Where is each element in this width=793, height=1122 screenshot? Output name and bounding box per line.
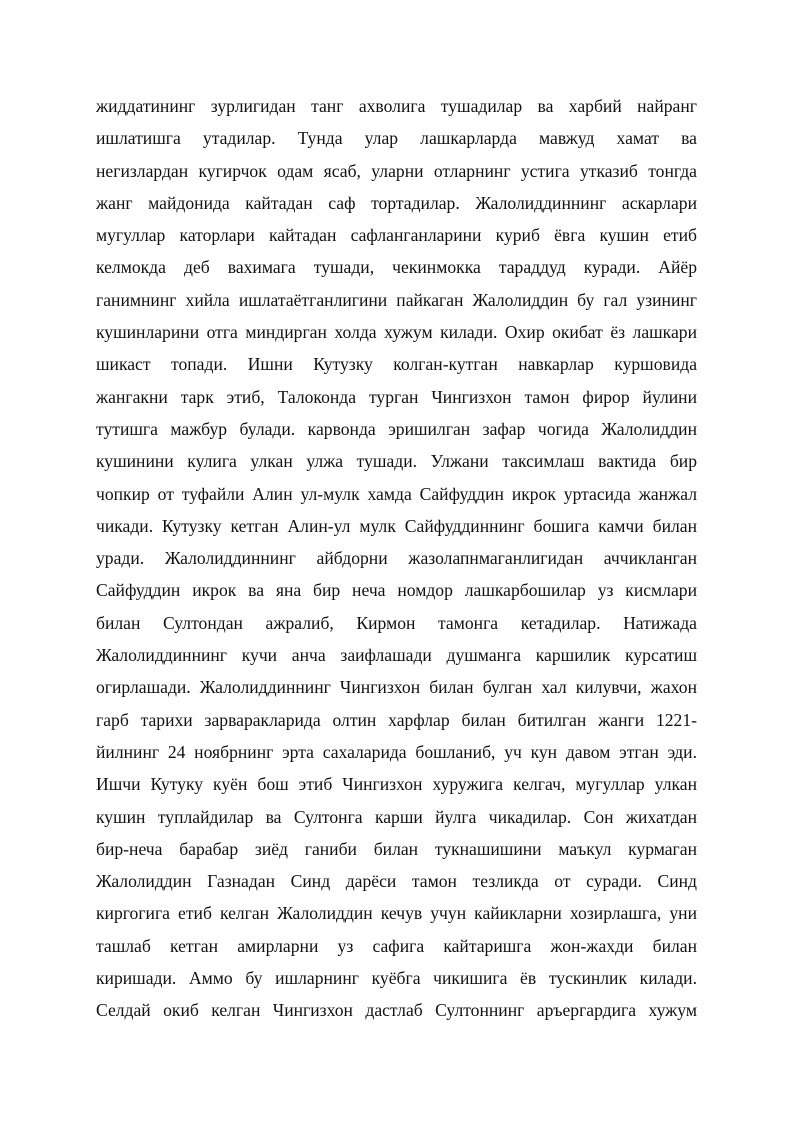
text-line-21: йилнинг 24 ноябрнинг эрта сахаларида бошланиб, уч кун давом этган эди. [96,741,697,762]
text-line-20: гарб тарихи зарваракларида олтин харфлар билан битилган жанги 1221- [96,709,697,730]
text-line-26: киргогига етиб келган Жалолиддин кечув учун кайикларни хозирлашга, уни [96,903,697,924]
text-line-25: Жалолиддин Газнадан Синд дарёси тамон тезликда от суради. Синд [96,871,697,892]
text-line-29: Селдай окиб келган Чингизхон дастлаб Султоннинг аръергардига хужум [96,1000,697,1021]
text-line-9: шикаст топади. Ишни Кутузку колган-кутган навкарлар куршовида [96,354,697,375]
text-line-18: Жалолиддиннинг кучи анча заифлашади душманга каршилик курсатиш [96,645,697,666]
text-line-11: тутишга мажбур булади. карвонда эришилган зафар чогида Жалолиддин [96,418,697,439]
text-line-22: Ишчи Кутуку куён бош этиб Чингизхон хуружига келгач, мугуллар улкан [96,774,697,795]
text-line-8: кушинларини отга миндирган холда хужум килади. Охир окибат ёз лашкари [96,322,697,343]
text-line-7: ганимнинг хийла ишлатаётганлигини пайкаган Жалолиддин бу гал узининг [96,289,697,310]
text-line-17: билан Султондан ажралиб, Кирмон тамонга кетадилар. Натижада [96,612,697,633]
text-line-19: огирлашади. Жалолиддиннинг Чингизхон билан булган хал килувчи, жахон [96,677,697,698]
text-line-1: жиддатининг зурлигидан танг ахволига тушадилар ва харбий найранг [96,96,697,116]
text-line-16: Сайфуддин икрок ва яна бир неча номдор лашкарбошилар уз кисмлари [96,580,697,601]
text-line-5: мугуллар каторлари кайтадан сафланганларини куриб ёвга кушин етиб [96,225,697,246]
text-line-27: ташлаб кетган амирларни уз сафига кайтаришга жон-жахди билан [96,935,697,956]
body-text [96,90,697,1027]
text-line-24: бир-неча барабар зиёд ганиби билан тукнашишини маъкул курмаган [96,838,697,859]
text-line-3: негизлардан кугирчок одам ясаб, уларни отларнинг устига утказиб тонгда [96,160,697,181]
text-line-12: кушинини кулига улкан улжа тушади. Улжани таксимлаш вактида бир [96,451,697,472]
text-line-23: кушин туплайдилар ва Султонга карши йулга чикадилар. Сон жихатдан [96,806,697,827]
text-line-13: чопкир от туфайли Алин ул-мулк хамда Сайфуддин икрок уртасида жанжал [96,483,697,504]
text-line-2: ишлатишга утадилар. Тунда улар лашкарларда мавжуд хамат ва [96,128,697,149]
text-line-15: уради. Жалолиддиннинг айбдорни жазолапнмаганлигидан аччикланган [96,548,697,569]
text-line-28: киришади. Аммо бу ишларнинг куёбга чикишига ёв тускинлик килади. [96,968,697,989]
text-line-6: келмокда деб вахимага тушади, чекинмокка тараддуд куради. Айёр [96,257,697,278]
text-line-10: жангакни тарк этиб, Талоконда турган Чингизхон тамон фирор йулини [96,386,697,407]
text-line-14: чикади. Кутузку кетган Алин-ул мулк Сайфуддиннинг бошига камчи билан [96,515,697,536]
text-line-4: жанг майдонида кайтадан саф тортадилар. Жалолиддиннинг аскарлари [96,192,697,213]
